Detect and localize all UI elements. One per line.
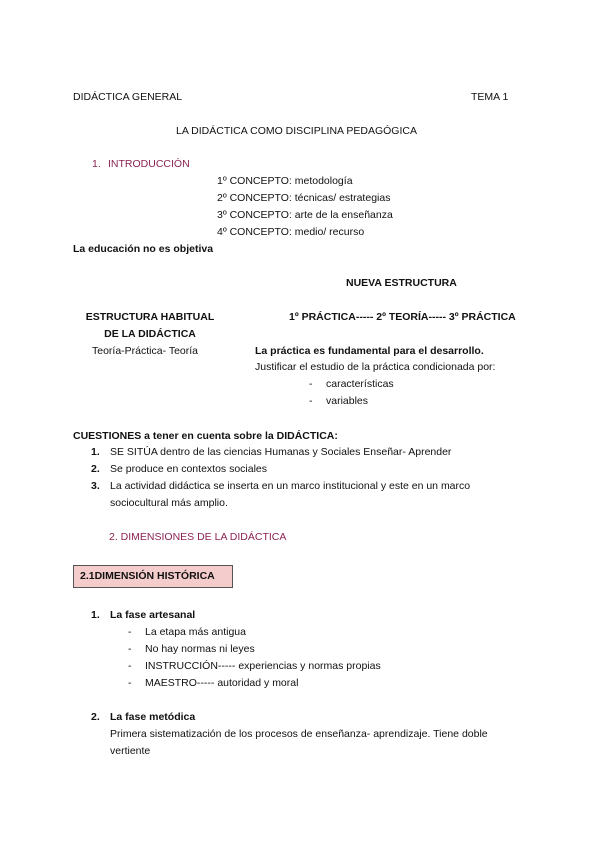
dash-bullet: - (128, 677, 132, 689)
question-1: SE SITÚA dentro de las ciencias Humanas y Sociales Enseñar- Aprender (110, 446, 452, 458)
dash-bullet: - (128, 626, 132, 638)
bullet-variables: variables (326, 395, 369, 407)
habitual-structure-heading-line1: ESTRUCTURA HABITUAL (85, 311, 215, 323)
new-structure-text-2: Justificar el estudio de la práctica condicionada por: (255, 361, 496, 373)
question-number: 3. (91, 480, 100, 492)
phase-1-bullet-1: La etapa más antigua (145, 626, 246, 638)
intro-number: 1. (92, 158, 101, 170)
phase-2-text-2: vertiente (110, 745, 151, 757)
phase-number: 2. (91, 711, 100, 723)
phase-1-bullet-3: INSTRUCCIÓN----- experiencias y normas propias (145, 660, 381, 672)
dash-bullet: - (128, 660, 132, 672)
phase-2-text-1: Primera sistematización de los procesos de enseñanza- aprendizaje. Tiene doble (110, 728, 488, 740)
question-3: La actividad didáctica se inserta en un marco institucional y este en un marco (110, 480, 471, 492)
dash-bullet: - (309, 395, 313, 407)
concept-1: 1º CONCEPTO: metodología (217, 175, 353, 187)
dash-bullet: - (309, 378, 313, 390)
document-title: LA DIDÁCTICA COMO DISCIPLINA PEDAGÓGICA (176, 125, 417, 137)
education-line: La educación no es objetiva (73, 243, 214, 255)
concept-4: 4º CONCEPTO: medio/ recurso (217, 226, 365, 238)
question-number: 2. (91, 463, 100, 475)
phase-1-bullet-4: MAESTRO----- autoridad y moral (145, 677, 299, 689)
phase-1-bullet-2: No hay normas ni leyes (145, 643, 255, 655)
question-2: Se produce en contextos sociales (110, 463, 268, 475)
question-3-continuation: sociocultural más amplio. (110, 497, 228, 509)
phase-1-label: La fase artesanal (110, 609, 196, 621)
habitual-structure-text: Teoría-Práctica- Teoría (92, 345, 199, 357)
dash-bullet: - (128, 643, 132, 655)
concept-3: 3º CONCEPTO: arte de la enseñanza (217, 209, 393, 221)
habitual-structure-heading-line2: DE LA DIDÁCTICA (104, 328, 196, 340)
header-right: TEMA 1 (471, 91, 509, 103)
phase-number: 1. (91, 609, 100, 621)
concept-2: 2º CONCEPTO: técnicas/ estrategias (217, 192, 391, 204)
bullet-caracteristicas: características (326, 378, 394, 390)
phase-2-label: La fase metódica (110, 711, 196, 723)
questions-heading: CUESTIONES a tener en cuenta sobre la DIDÁCTICA: (73, 430, 338, 442)
historic-dimension-box: 2.1DIMENSIÓN HISTÓRICA (73, 565, 233, 588)
question-number: 1. (91, 446, 100, 458)
new-structure-text-1: La práctica es fundamental para el desarrollo. (255, 345, 484, 357)
intro-heading: INTRODUCCIÓN (108, 158, 190, 170)
header-left: DIDÁCTICA GENERAL (73, 91, 183, 103)
dimensions-heading: 2. DIMENSIONES DE LA DIDÁCTICA (109, 531, 287, 543)
new-structure-heading: NUEVA ESTRUCTURA (346, 277, 457, 289)
new-structure-sequence: 1º PRÁCTICA----- 2º TEORÍA----- 3º PRÁCTICA (289, 311, 516, 323)
